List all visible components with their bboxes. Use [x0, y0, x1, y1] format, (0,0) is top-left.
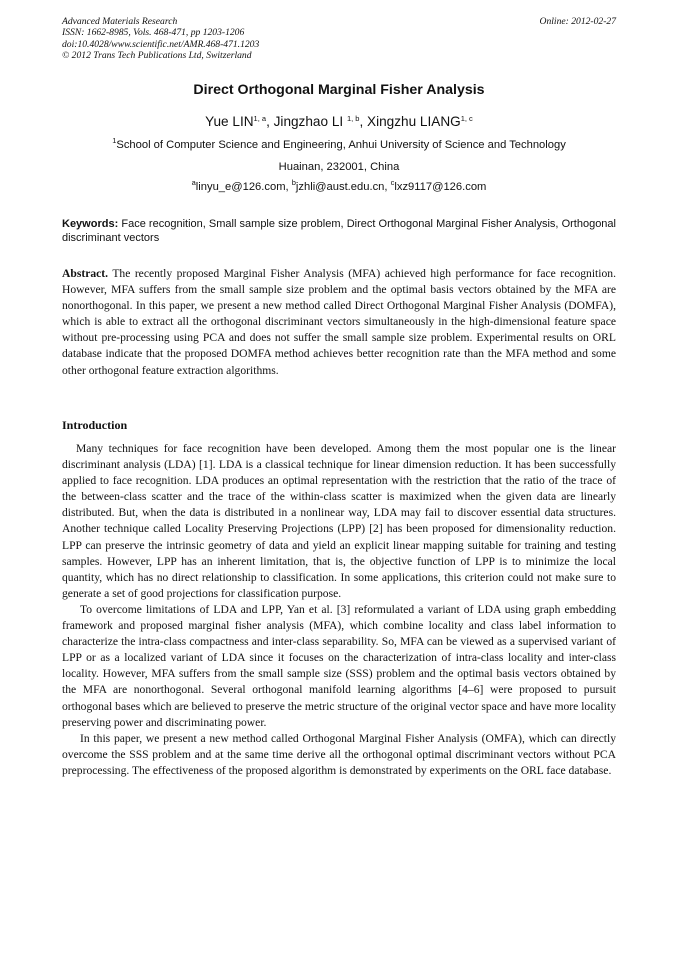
email-separator: ,: [384, 181, 391, 193]
email-separator: ,: [285, 181, 292, 193]
journal-doi: doi:10.4028/www.scientific.net/AMR.468-471.1203: [62, 38, 260, 50]
author-name: Jingzhao LI: [273, 114, 347, 129]
email-address: lxz9117@126.com: [394, 181, 487, 193]
author-marker: 1, a: [253, 114, 267, 123]
email-marker: a: [191, 178, 196, 187]
author-list: [62, 114, 616, 129]
author-name: Xingzhu LIANG: [367, 114, 461, 129]
affiliation-line-1: [62, 136, 616, 151]
journal-issn: ISSN: 1662-8985, Vols. 468-471, pp 1203-1206: [62, 27, 245, 39]
email-marker: c: [390, 178, 395, 187]
author-marker: 1, b: [346, 114, 360, 123]
abstract-text: The recently proposed Marginal Fisher Analysis (MFA) achieved high performance for face recognition. However, MFA suffers from the small sample size problem and the optimal basis vectors obtained by the MFA are nonorthogonal. In this paper, we present a new method called Direct Orthogonal Marginal Fisher Analysis (DOMFA), which is able to extract all the orthogonal discriminant vectors simultaneously in the high-dimensional feature space without pre-processing using PCA and does not suffer the small sample size problem. Experimental results on ORL database indicate that the proposed DOMFA method achieves better recognition rate than the MFA method and some other orthogonal feature extraction algorithms.: [62, 267, 616, 377]
affiliation-line-2: Huainan, 232001, China: [278, 161, 400, 173]
introduction-body: [62, 441, 616, 779]
online-date: Online: 2012-02-27: [539, 16, 616, 27]
journal-name: Advanced Materials Research: [62, 16, 178, 27]
author-emails: [62, 178, 616, 193]
body-paragraph: Many techniques for face recognition have been developed. Among them the most popular one is the linear discriminant analysis (LDA) [1]. LDA is a classical technique for linear dimension reduction. It has been successfully applied to face recognition. LDA produces an optimal representation with the restriction that the ratio of the trace of the between-class scatter and the trace of the within-class scatter is maximized when the given data are linearly distributed. But, when the data is distributed in a nonlinear way, LDA may fail to discover essential data structures. Another technique called Locality Preserving Projections (LPP) [2] has been proposed for dimensionality reduction. LPP can preserve the intrinsic geometry of data and yield an explicit linear mapping suitable for training and testing samples. However, LPP has an inherent limitation, that is, the objective function of LPP is to minimize the local quantity, which has no direct relationship to classification. In some applications, this criterion could not make sure to generate a set of good projections for classification purpose.: [62, 442, 616, 600]
body-paragraph: To overcome limitations of LDA and LPP, Yan et al. [3] reformulated a variant of LDA using graph embedding framework and proposed marginal fisher analysis (MFA), which combine locality and class label information to characterize the intra-class compactness and inter-class separability. So, MFA can be viewed as a supervised variant of LPP or as a localized variant of LDA since it focuses on the characterization of intra-class locality and inter-class locality. However, MFA suffers from the small sample size (SSS) problem and the optimal basis vectors obtained by the MFA are nonorthogonal. Several orthogonal manifold learning algorithms [4–6] were proposed to pursuit orthogonal bases which are believed to preserve the metric structure of the original vector space and have more locality preserving power and discriminating power.: [62, 602, 616, 729]
author-marker: 1, c: [460, 114, 473, 123]
author-separator: ,: [266, 114, 274, 129]
affiliation-marker: 1: [112, 136, 117, 145]
keywords-block: [62, 217, 616, 245]
author-separator: ,: [359, 114, 368, 129]
body-paragraph: In this paper, we present a new method called Orthogonal Marginal Fisher Analysis (OMFA), which can directly overcome the SSS problem and at the same time derive all the orthogonal optimal discriminant vectors without PCA preprocessing. The effectiveness of the proposed algorithm is demonstrated by experiments on the ORL face database.: [62, 731, 616, 777]
journal-copyright: © 2012 Trans Tech Publications Ltd, Switzerland: [62, 49, 252, 61]
abstract-label: Abstract.: [62, 267, 109, 280]
affiliation-text: School of Computer Science and Engineering, Anhui University of Science and Technology: [116, 139, 566, 151]
paper-title: Direct Orthogonal Marginal Fisher Analysis: [193, 82, 485, 98]
keywords-text: Face recognition, Small sample size problem, Direct Orthogonal Marginal Fisher Analysis, Orthogonal discriminant vectors: [62, 218, 616, 244]
author-name: Yue LIN: [205, 114, 254, 129]
email-address: jzhli@aust.edu.cn: [295, 181, 385, 193]
email-address: linyu_e@126.com: [195, 181, 286, 193]
journal-header: [62, 16, 616, 61]
abstract-block: [62, 266, 616, 379]
keywords-label: Keywords:: [62, 218, 119, 230]
email-marker: b: [291, 178, 296, 187]
section-heading-introduction: Introduction: [62, 418, 128, 432]
